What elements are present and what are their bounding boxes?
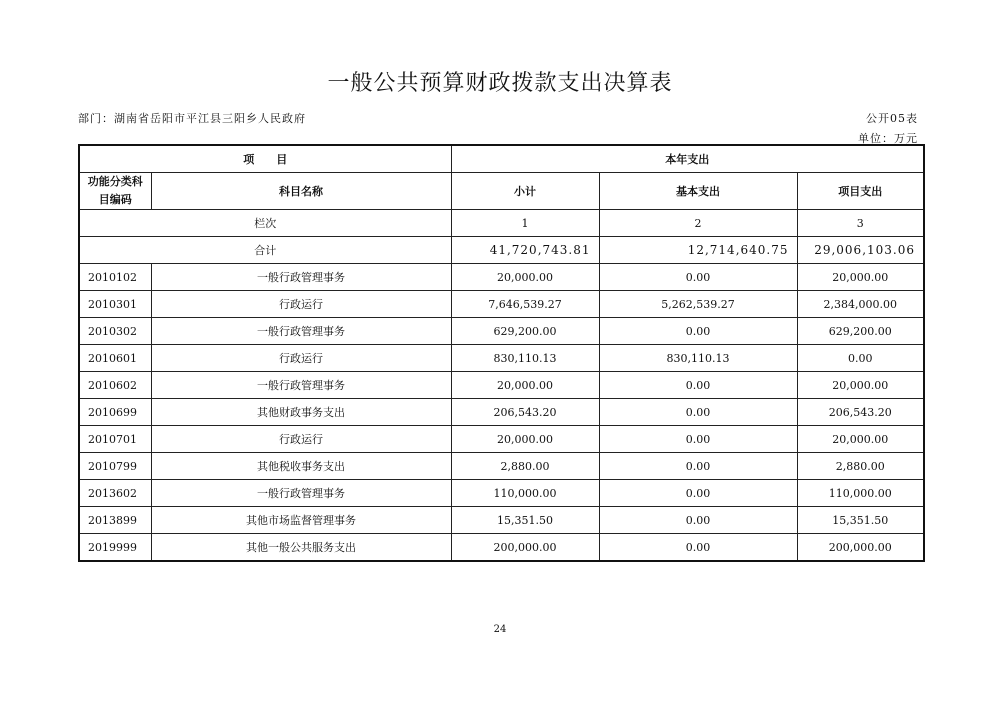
- row-code: 2010601: [79, 345, 151, 372]
- row-subtotal: 15,351.50: [451, 507, 599, 534]
- row-subtotal: 7,646,539.27: [451, 291, 599, 318]
- row-subject-name: 其他税收事务支出: [151, 453, 451, 480]
- row-basic: 0.00: [599, 372, 797, 399]
- row-code: 2010701: [79, 426, 151, 453]
- table-row: [79, 534, 924, 562]
- row-basic: 0.00: [599, 426, 797, 453]
- row-project: 0.00: [797, 345, 924, 372]
- row-code: 2010301: [79, 291, 151, 318]
- row-code: 2019999: [79, 534, 151, 562]
- form-number: 公开05表: [866, 112, 918, 125]
- row-project: 206,543.20: [797, 399, 924, 426]
- column-3: 3: [797, 210, 924, 237]
- row-subtotal: 206,543.20: [451, 399, 599, 426]
- table-row: [79, 453, 924, 480]
- row-basic: 0.00: [599, 507, 797, 534]
- row-code: 2010699: [79, 399, 151, 426]
- row-subtotal: 20,000.00: [451, 264, 599, 291]
- row-subtotal: 629,200.00: [451, 318, 599, 345]
- row-project: 20,000.00: [797, 426, 924, 453]
- row-code: 2010302: [79, 318, 151, 345]
- row-code: 2010799: [79, 453, 151, 480]
- row-project: 2,384,000.00: [797, 291, 924, 318]
- row-basic: 0.00: [599, 480, 797, 507]
- row-basic: 5,262,539.27: [599, 291, 797, 318]
- column-1: 1: [451, 210, 599, 237]
- column-number-row: [79, 210, 924, 237]
- row-basic: 0.00: [599, 453, 797, 480]
- row-project: 629,200.00: [797, 318, 924, 345]
- total-basic: 12,714,640.75: [599, 237, 797, 264]
- row-project: 20,000.00: [797, 372, 924, 399]
- row-project: 20,000.00: [797, 264, 924, 291]
- row-code: 2013602: [79, 480, 151, 507]
- table-row: [79, 264, 924, 291]
- project-header: 项目支出: [797, 173, 924, 210]
- unit-label: 单位：万元: [858, 132, 918, 145]
- row-basic: 0.00: [599, 399, 797, 426]
- department-label: 部门：湖南省岳阳市平江县三阳乡人民政府: [78, 112, 306, 125]
- row-project: 15,351.50: [797, 507, 924, 534]
- row-subject-name: 一般行政管理事务: [151, 318, 451, 345]
- basic-header: 基本支出: [599, 173, 797, 210]
- table-row: [79, 426, 924, 453]
- subtotal-header: 小计: [451, 173, 599, 210]
- row-subtotal: 830,110.13: [451, 345, 599, 372]
- func-code-header: 功能分类科目编码: [79, 173, 151, 210]
- row-subject-name: 一般行政管理事务: [151, 480, 451, 507]
- header-row-1: [79, 145, 924, 173]
- row-subtotal: 200,000.00: [451, 534, 599, 562]
- row-subject-name: 一般行政管理事务: [151, 372, 451, 399]
- row-basic: 830,110.13: [599, 345, 797, 372]
- table-row: [79, 372, 924, 399]
- row-subject-name: 其他财政事务支出: [151, 399, 451, 426]
- row-project: 200,000.00: [797, 534, 924, 562]
- subject-name-header: 科目名称: [151, 173, 451, 210]
- total-subtotal: 41,720,743.81: [451, 237, 599, 264]
- row-code: 2010102: [79, 264, 151, 291]
- row-subtotal: 20,000.00: [451, 372, 599, 399]
- column-2: 2: [599, 210, 797, 237]
- row-subject-name: 其他一般公共服务支出: [151, 534, 451, 562]
- row-subtotal: 110,000.00: [451, 480, 599, 507]
- row-subtotal: 20,000.00: [451, 426, 599, 453]
- total-project: 29,006,103.06: [797, 237, 924, 264]
- row-project: 110,000.00: [797, 480, 924, 507]
- total-label: 合计: [79, 237, 451, 264]
- row-subject-name: 行政运行: [151, 426, 451, 453]
- item-header: 项 目: [79, 145, 451, 173]
- row-code: 2010602: [79, 372, 151, 399]
- row-subject-name: 一般行政管理事务: [151, 264, 451, 291]
- table-row: [79, 507, 924, 534]
- table-row: [79, 291, 924, 318]
- row-basic: 0.00: [599, 264, 797, 291]
- current-year-header: 本年支出: [451, 145, 924, 173]
- row-subtotal: 2,880.00: [451, 453, 599, 480]
- total-row: [79, 237, 924, 264]
- expenditure-table: [78, 144, 925, 562]
- page-number: 24: [493, 624, 507, 635]
- column-label: 栏次: [79, 210, 451, 237]
- row-subject-name: 其他市场监督管理事务: [151, 507, 451, 534]
- row-code: 2013899: [79, 507, 151, 534]
- table-row: [79, 318, 924, 345]
- row-basic: 0.00: [599, 318, 797, 345]
- header-row-2: [79, 173, 924, 210]
- row-subject-name: 行政运行: [151, 291, 451, 318]
- row-subject-name: 行政运行: [151, 345, 451, 372]
- row-basic: 0.00: [599, 534, 797, 562]
- table-row: [79, 480, 924, 507]
- page-title: 一般公共预算财政拨款支出决算表: [327, 71, 673, 96]
- table-row: [79, 399, 924, 426]
- table-row: [79, 345, 924, 372]
- row-project: 2,880.00: [797, 453, 924, 480]
